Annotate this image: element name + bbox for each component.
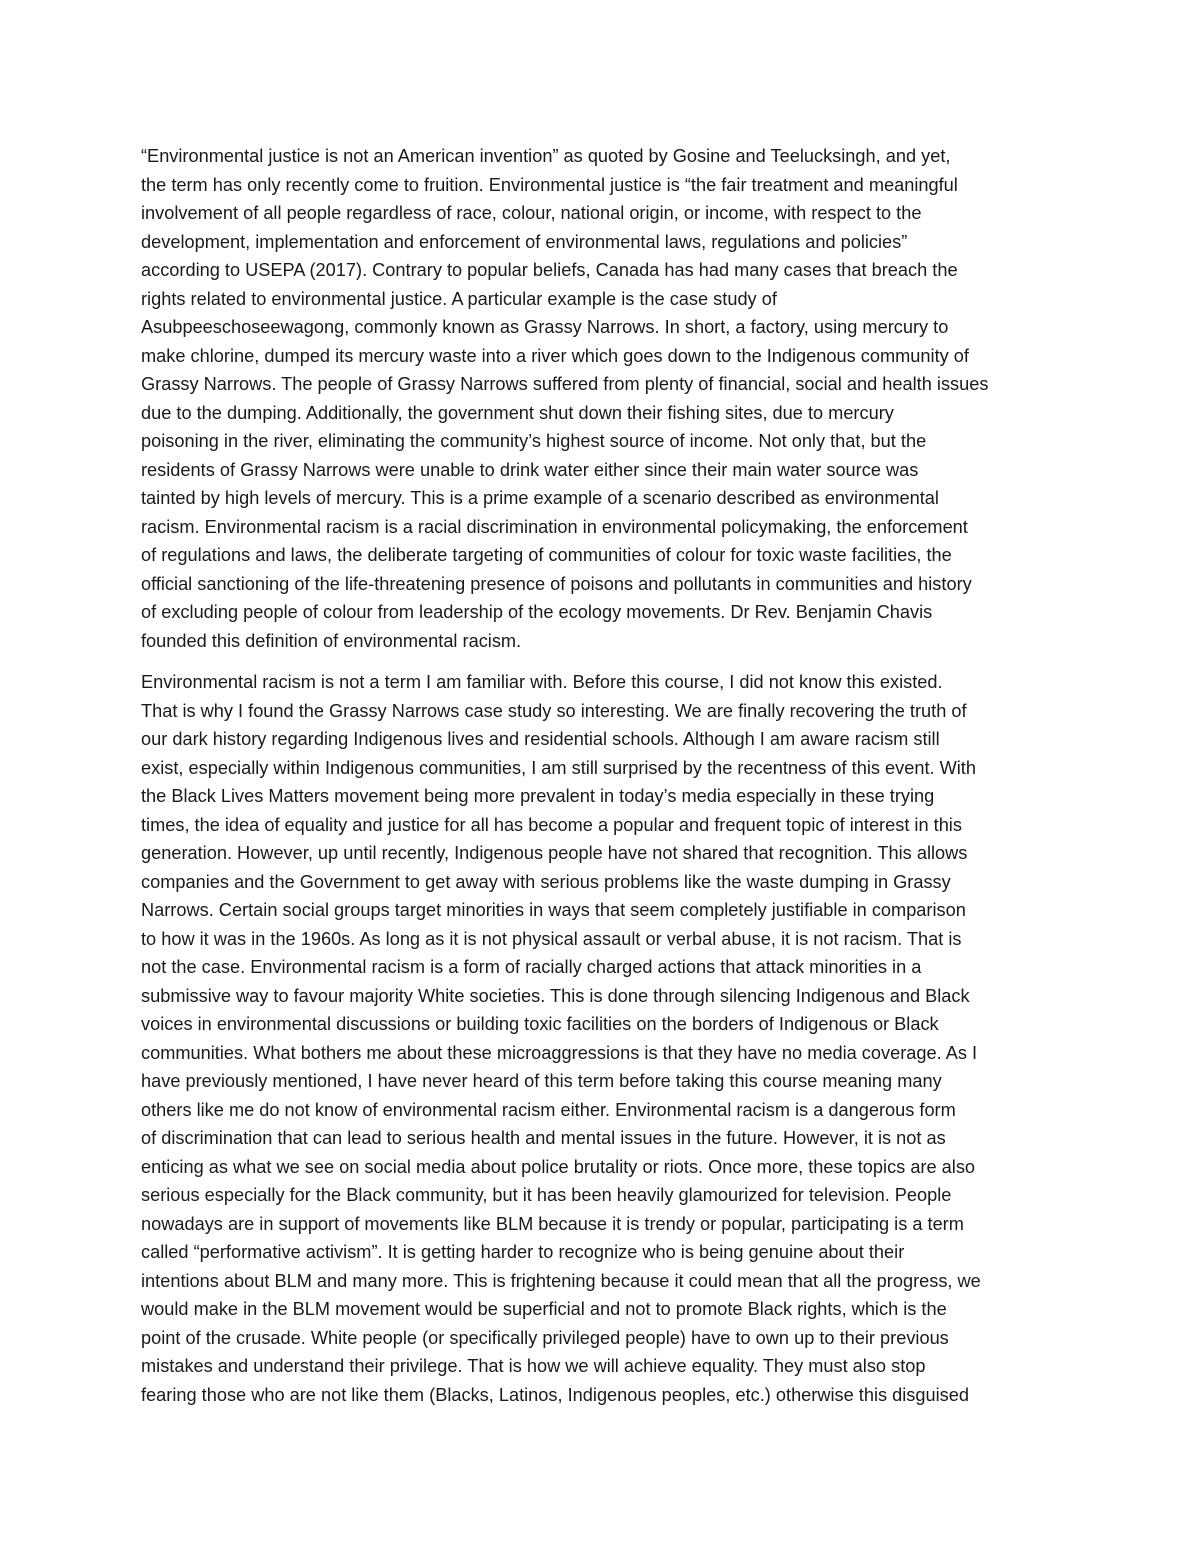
text-line: racism. Environmental racism is a racial discrimination in environmental policymaking, the enforcement [141, 516, 968, 537]
text-line: of discrimination that can lead to serious health and mental issues in the future. However, it is not as [141, 1128, 946, 1148]
text-line: nowadays are in support of movements like BLM because it is trendy or popular, participating is a term [141, 1213, 964, 1234]
text-line: Grassy Narrows. The people of Grassy Narrows suffered from plenty of financial, social and health issues [141, 374, 989, 394]
text-line: mistakes and understand their privilege. That is how we will achieve equality. They must also stop [141, 1356, 926, 1376]
text-line: residents of Grassy Narrows were unable to drink water either since their main water source was [141, 459, 919, 480]
text-line: others like me do not know of environmental racism either. Environmental racism is a dangerous form [141, 1099, 956, 1120]
text-line: voices in environmental discussions or building toxic facilities on the borders of Indigenous or Black [141, 1014, 939, 1034]
text-line: enticing as what we see on social media about police brutality or riots. Once more, these topics are also [141, 1156, 976, 1177]
text-line: have previously mentioned, I have never heard of this term before taking this course meaning many [141, 1071, 942, 1091]
text-line: Narrows. Certain social groups target minorities in ways that seem completely justifiable in comparison [141, 900, 966, 920]
text-line: intentions about BLM and many more. This is frightening because it could mean that all the progress, we [141, 1270, 981, 1291]
text-line: make chlorine, dumped its mercury waste into a river which goes down to the Indigenous community of [141, 345, 969, 366]
text-line: official sanctioning of the life-threatening presence of poisons and pollutants in communities and history [141, 573, 972, 594]
text-line: due to the dumping. Additionally, the government shut down their fishing sites, due to mercury [141, 402, 894, 423]
text-line: our dark history regarding Indigenous lives and residential schools. Although I am aware racism still [141, 729, 940, 749]
paragraph-2 [141, 668, 1071, 1409]
text-line: of excluding people of colour from leadership of the ecology movements. Dr Rev. Benjamin Chavis [141, 602, 933, 622]
text-line: companies and the Government to get away with serious problems like the waste dumping in Grassy [141, 871, 951, 892]
text-line: according to USEPA (2017). Contrary to popular beliefs, Canada has had many cases that breach the [141, 260, 958, 280]
text-line: point of the crusade. White people (or specifically privileged people) have to own up to their previous [141, 1327, 949, 1348]
text-line: founded this definition of environmental racism. [141, 630, 522, 651]
text-line: That is why I found the Grassy Narrows case study so interesting. We are finally recovering the truth of [141, 700, 967, 721]
paragraph-1 [141, 142, 1071, 655]
text-line: communities. What bothers me about these microaggressions is that they have no media coverage. As I [141, 1042, 978, 1063]
text-line: would make in the BLM movement would be superficial and not to promote Black rights, which is the [141, 1299, 947, 1319]
text-line: rights related to environmental justice. A particular example is the case study of [141, 288, 777, 309]
text-line: to how it was in the 1960s. As long as it is not physical assault or verbal abuse, it is not racism. That is [141, 928, 962, 949]
text-line: serious especially for the Black community, but it has been heavily glamourized for television. People [141, 1185, 952, 1205]
text-line: “Environmental justice is not an American invention” as quoted by Gosine and Teelucksingh, and yet, [141, 146, 951, 166]
text-line: generation. However, up until recently, Indigenous people have not shared that recognition. This allows [141, 843, 968, 863]
text-line: Asubpeeschoseewagong, commonly known as Grassy Narrows. In short, a factory, using mercury to [141, 317, 949, 337]
text-line: called “performative activism”. It is getting harder to recognize who is being genuine about their [141, 1242, 905, 1262]
text-line: poisoning in the river, eliminating the community’s highest source of income. Not only that, but the [141, 431, 927, 451]
text-line: Environmental racism is not a term I am familiar with. Before this course, I did not know this existed. [141, 672, 943, 692]
text-line: development, implementation and enforcement of environmental laws, regulations and policies” [141, 231, 908, 252]
text-line: fearing those who are not like them (Blacks, Latinos, Indigenous peoples, etc.) otherwise this disguised [141, 1384, 969, 1405]
text-line: exist, especially within Indigenous communities, I am still surprised by the recentness of this event. With [141, 757, 976, 778]
text-line: not the case. Environmental racism is a form of racially charged actions that attack minorities in a [141, 957, 922, 977]
text-line: tainted by high levels of mercury. This is a prime example of a scenario described as environmental [141, 488, 939, 508]
text-line: submissive way to favour majority White societies. This is done through silencing Indigenous and Black [141, 985, 970, 1006]
text-line: times, the idea of equality and justice for all has become a popular and frequent topic of interest in this [141, 814, 962, 835]
text-line: the term has only recently come to fruition. Environmental justice is “the fair treatment and meaningful [141, 174, 958, 195]
text-line: the Black Lives Matters movement being more prevalent in today’s media especially in these trying [141, 786, 935, 806]
text-line: involvement of all people regardless of race, colour, national origin, or income, with respect to the [141, 203, 922, 223]
text-line: of regulations and laws, the deliberate targeting of communities of colour for toxic waste facilities, the [141, 545, 952, 565]
